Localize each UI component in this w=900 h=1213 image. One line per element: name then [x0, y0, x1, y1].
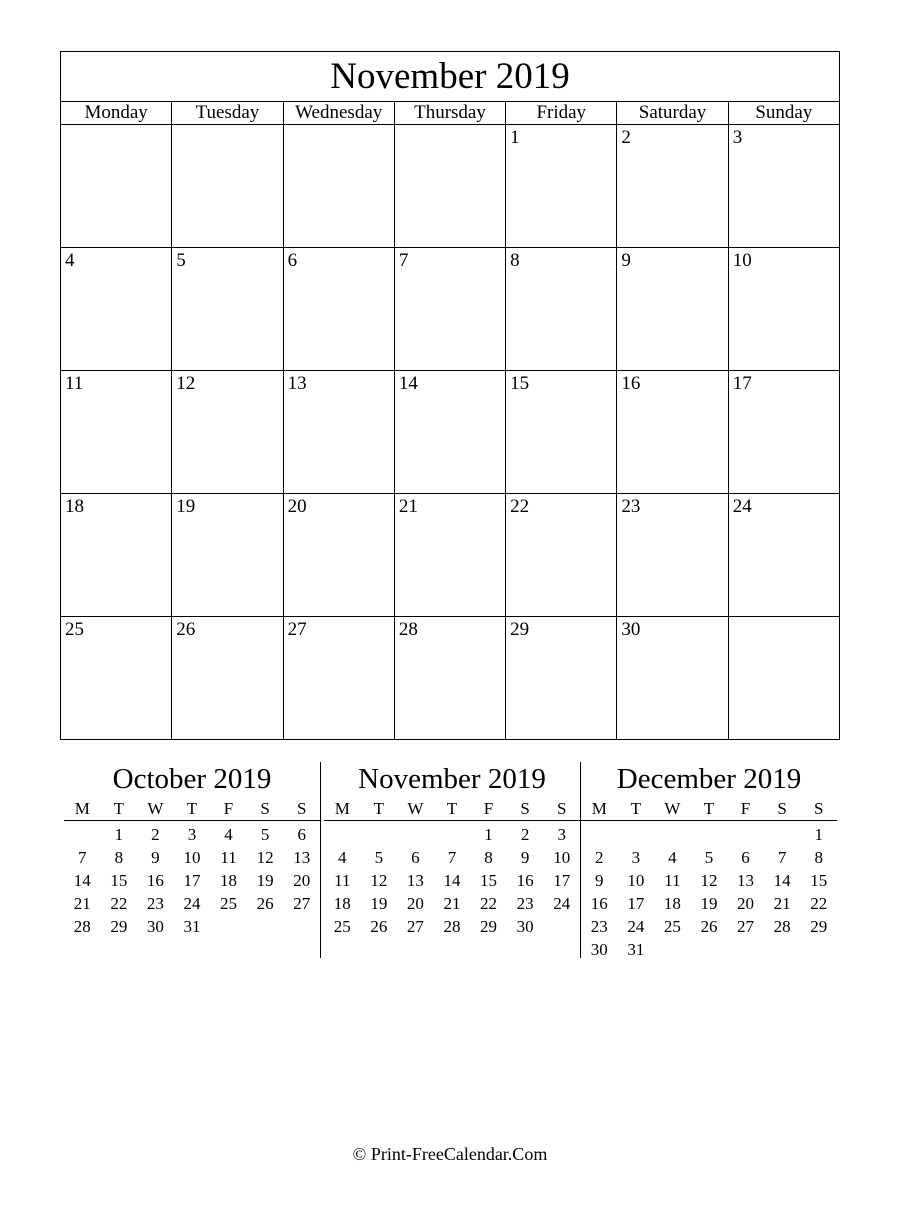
day-cell[interactable]: [283, 125, 394, 248]
mini-weekday: S: [283, 798, 320, 821]
mini-day: 4: [224, 825, 233, 844]
day-cell[interactable]: [728, 371, 839, 494]
mini-day: 14: [443, 871, 461, 890]
mini-calendar-title: December 2019: [616, 763, 802, 795]
mini-day: 12: [700, 871, 718, 890]
day-number: 16: [621, 373, 641, 394]
mini-day: [581, 821, 618, 847]
day-cell[interactable]: [172, 248, 283, 371]
week-row: [61, 248, 840, 371]
mini-day: 28: [773, 917, 791, 936]
mini-calendar-november: [324, 760, 580, 938]
mini-day: 2: [595, 848, 604, 867]
day-cell[interactable]: [394, 125, 505, 248]
day-cell[interactable]: [172, 494, 283, 617]
mini-day: 22: [810, 894, 828, 913]
day-number: 12: [176, 373, 196, 394]
main-calendar-title: November 2019: [61, 52, 840, 102]
mini-day: 30: [590, 940, 608, 959]
week-row: [61, 125, 840, 248]
mini-day: 16: [590, 894, 608, 913]
mini-day: 24: [627, 917, 645, 936]
mini-day: 21: [773, 894, 791, 913]
mini-day: [210, 915, 247, 938]
mini-day: 18: [663, 894, 681, 913]
mini-weekday: S: [507, 798, 544, 821]
mini-weekday: S: [247, 798, 284, 821]
mini-day: 11: [220, 848, 237, 867]
mini-week-row: [581, 846, 837, 869]
day-number: 22: [510, 496, 530, 517]
mini-day: 26: [700, 917, 718, 936]
mini-day: 4: [338, 848, 347, 867]
mini-day: 21: [443, 894, 461, 913]
mini-day: 31: [627, 940, 645, 959]
day-cell[interactable]: [172, 125, 283, 248]
mini-day: 3: [187, 825, 197, 844]
day-number: [172, 125, 282, 127]
mini-day: [434, 821, 471, 847]
day-number: 13: [287, 373, 307, 394]
mini-weekday: S: [764, 798, 801, 821]
mini-day: 25: [663, 917, 681, 936]
day-cell[interactable]: [394, 494, 505, 617]
day-cell[interactable]: [728, 494, 839, 617]
day-number: 20: [287, 496, 307, 517]
mini-week-row: [581, 938, 837, 961]
mini-day: [727, 938, 764, 961]
mini-day: 15: [110, 871, 128, 890]
mini-day: 20: [406, 894, 424, 913]
weekday-header-row: [61, 102, 840, 125]
day-cell[interactable]: [728, 248, 839, 371]
mini-day: 9: [151, 848, 160, 867]
weekday-header: Thursday: [394, 102, 505, 125]
day-cell[interactable]: [506, 371, 617, 494]
weekday-header: Tuesday: [172, 102, 283, 125]
day-number: 29: [510, 619, 530, 640]
mini-day: [397, 821, 434, 847]
mini-day: 5: [260, 825, 270, 844]
mini-day: 18: [220, 871, 238, 890]
mini-day: 29: [480, 917, 498, 936]
day-cell[interactable]: [61, 248, 172, 371]
mini-day: [800, 938, 837, 961]
mini-weekday: W: [654, 798, 691, 821]
mini-calendar-title: November 2019: [358, 763, 546, 795]
mini-day: 2: [520, 825, 530, 844]
mini-day: 14: [73, 871, 91, 890]
mini-calendar-grid: [64, 798, 320, 938]
weekday-header: Monday: [61, 102, 172, 125]
day-number: 25: [65, 619, 84, 640]
day-cell[interactable]: [617, 125, 728, 248]
day-cell[interactable]: [172, 617, 283, 740]
mini-day: 7: [78, 848, 87, 867]
main-calendar-body: [61, 125, 840, 740]
mini-day: 4: [668, 848, 677, 867]
day-number: [395, 125, 505, 127]
mini-week-row: [64, 846, 320, 869]
mini-day: 10: [183, 848, 201, 867]
mini-day: 24: [183, 894, 201, 913]
mini-day: 17: [553, 871, 571, 890]
mini-day: [654, 938, 691, 961]
mini-day: 5: [704, 848, 714, 867]
mini-day: [543, 915, 580, 938]
day-number: 23: [621, 496, 641, 517]
mini-week-row: [324, 846, 580, 869]
mini-day: 12: [370, 871, 388, 890]
mini-day: 24: [553, 894, 571, 913]
day-cell[interactable]: [617, 617, 728, 740]
day-number: 7: [398, 250, 409, 271]
day-number: 1: [510, 127, 520, 148]
mini-day: [764, 938, 801, 961]
day-cell[interactable]: [283, 617, 394, 740]
day-cell[interactable]: [61, 125, 172, 248]
day-number: 8: [510, 250, 520, 271]
mini-weekday: M: [64, 798, 101, 821]
day-number: 17: [732, 373, 752, 394]
mini-day: 27: [406, 917, 424, 936]
mini-day: 8: [814, 848, 823, 867]
mini-day: 30: [146, 917, 164, 936]
mini-day: 10: [553, 848, 571, 867]
mini-day: 29: [810, 917, 828, 936]
mini-week-row: [581, 821, 837, 847]
week-row: [61, 494, 840, 617]
mini-day: 28: [73, 917, 91, 936]
mini-weekday: F: [470, 798, 507, 821]
mini-day: 1: [484, 825, 493, 844]
mini-day: [361, 821, 398, 847]
mini-day: 20: [737, 894, 755, 913]
mini-day: 7: [447, 848, 457, 867]
mini-calendar-december: [581, 760, 837, 961]
mini-day: [324, 821, 361, 847]
mini-week-row: [581, 892, 837, 915]
mini-day: 17: [183, 871, 201, 890]
mini-day: 16: [516, 871, 534, 890]
mini-day: [691, 938, 728, 961]
mini-day: 10: [627, 871, 645, 890]
mini-day: [727, 821, 764, 847]
day-cell[interactable]: [283, 248, 394, 371]
day-number: [61, 125, 171, 127]
mini-day: 16: [146, 871, 164, 890]
mini-day: [64, 821, 101, 847]
day-cell[interactable]: [394, 371, 505, 494]
mini-day: 13: [293, 848, 311, 867]
mini-day: 11: [334, 871, 351, 890]
mini-day: [764, 821, 801, 847]
day-cell[interactable]: [728, 125, 839, 248]
mini-calendar-body: [581, 821, 837, 962]
mini-week-row: [581, 915, 837, 938]
weekday-header: Friday: [506, 102, 617, 125]
mini-day: 6: [741, 848, 750, 867]
day-number: 28: [398, 619, 418, 640]
mini-week-row: [324, 869, 580, 892]
day-number: 18: [65, 496, 84, 517]
mini-day: 26: [256, 894, 274, 913]
mini-day: 23: [516, 894, 534, 913]
mini-day: 1: [114, 825, 124, 844]
mini-day: 3: [557, 825, 566, 844]
mini-day: 9: [520, 848, 530, 867]
day-cell[interactable]: [61, 494, 172, 617]
day-number: 27: [287, 619, 307, 640]
mini-calendar-october: [64, 760, 320, 938]
mini-day: 31: [183, 917, 201, 936]
day-number: 24: [732, 496, 752, 517]
mini-week-row: [324, 915, 580, 938]
day-cell[interactable]: [506, 494, 617, 617]
mini-calendar-grid: [581, 798, 837, 961]
mini-day: 8: [484, 848, 493, 867]
mini-day: 17: [627, 894, 645, 913]
mini-day: 19: [256, 871, 274, 890]
day-number: [284, 125, 394, 127]
mini-calendar-title: October 2019: [112, 763, 272, 795]
mini-week-row: [64, 892, 320, 915]
mini-day: [283, 915, 320, 938]
day-number: 11: [65, 373, 84, 394]
mini-week-row: [581, 869, 837, 892]
mini-weekday: T: [361, 798, 398, 821]
week-row: [61, 371, 840, 494]
day-cell[interactable]: [506, 125, 617, 248]
mini-day: 22: [110, 894, 128, 913]
mini-day: 23: [590, 917, 608, 936]
mini-day: 30: [516, 917, 534, 936]
mini-day: 3: [631, 848, 641, 867]
mini-day: [247, 915, 284, 938]
day-cell[interactable]: [728, 617, 839, 740]
mini-day: 23: [146, 894, 164, 913]
mini-day: 26: [370, 917, 388, 936]
day-number: 9: [621, 250, 631, 271]
mini-day: 13: [737, 871, 755, 890]
mini-day: 27: [293, 894, 311, 913]
day-number: 4: [65, 250, 75, 271]
day-cell[interactable]: [61, 617, 172, 740]
day-cell[interactable]: [617, 494, 728, 617]
mini-weekday: T: [101, 798, 138, 821]
mini-day: [618, 821, 655, 847]
mini-calendar-body: [64, 821, 320, 939]
mini-day: 21: [73, 894, 91, 913]
day-cell[interactable]: [506, 248, 617, 371]
mini-weekday: S: [800, 798, 837, 821]
mini-calendar-grid: [324, 798, 580, 938]
day-number: 2: [621, 127, 631, 148]
day-number: 5: [176, 250, 186, 271]
day-number: 19: [176, 496, 196, 517]
mini-week-row: [64, 915, 320, 938]
mini-weekday-row: [64, 798, 320, 821]
mini-day: 22: [480, 894, 498, 913]
day-cell[interactable]: [617, 248, 728, 371]
mini-day: [654, 821, 691, 847]
mini-weekday: T: [174, 798, 211, 821]
day-cell[interactable]: [283, 494, 394, 617]
day-cell[interactable]: [394, 248, 505, 371]
mini-day: 25: [220, 894, 238, 913]
mini-day: 11: [664, 871, 681, 890]
weekday-header: Wednesday: [283, 102, 394, 125]
mini-weekday: F: [210, 798, 247, 821]
mini-day: 27: [737, 917, 755, 936]
mini-day: 15: [810, 871, 828, 890]
mini-calendar-body: [324, 821, 580, 939]
mini-day: 7: [777, 848, 787, 867]
day-number: 26: [176, 619, 196, 640]
mini-weekday: F: [727, 798, 764, 821]
mini-day: 28: [443, 917, 461, 936]
weekday-header: Saturday: [617, 102, 728, 125]
week-row: [61, 617, 840, 740]
mini-week-row: [64, 869, 320, 892]
day-cell[interactable]: [394, 617, 505, 740]
day-number: 10: [732, 250, 752, 271]
mini-day: [691, 821, 728, 847]
mini-weekday: T: [618, 798, 655, 821]
main-calendar: [60, 51, 840, 740]
mini-week-row: [324, 821, 580, 847]
mini-day: 6: [297, 825, 306, 844]
mini-week-row: [324, 892, 580, 915]
mini-weekday: M: [324, 798, 361, 821]
day-number: 15: [510, 373, 530, 394]
mini-day: 2: [151, 825, 160, 844]
mini-day: 14: [773, 871, 791, 890]
mini-day: 6: [411, 848, 420, 867]
day-number: 30: [621, 619, 641, 640]
day-cell[interactable]: [506, 617, 617, 740]
mini-weekday: T: [434, 798, 471, 821]
mini-day: 8: [114, 848, 124, 867]
day-number: 21: [398, 496, 418, 517]
mini-day: 15: [480, 871, 498, 890]
mini-day: 9: [595, 871, 604, 890]
mini-divider: [320, 762, 321, 958]
day-number: 6: [287, 250, 298, 271]
mini-day: 19: [370, 894, 388, 913]
mini-day: 5: [374, 848, 384, 867]
day-cell[interactable]: [617, 371, 728, 494]
mini-weekday: S: [543, 798, 580, 821]
mini-weekday: W: [397, 798, 434, 821]
mini-day: 12: [256, 848, 274, 867]
day-number: 3: [732, 127, 743, 148]
mini-day: 18: [333, 894, 351, 913]
mini-day: 25: [333, 917, 351, 936]
weekday-header: Sunday: [728, 102, 839, 125]
mini-weekday: M: [581, 798, 618, 821]
mini-weekday: T: [691, 798, 728, 821]
mini-day: 19: [700, 894, 718, 913]
day-cell[interactable]: [61, 371, 172, 494]
day-cell[interactable]: [172, 371, 283, 494]
mini-day: 29: [110, 917, 128, 936]
mini-weekday-row: [324, 798, 580, 821]
mini-day: 20: [293, 871, 311, 890]
mini-day: 1: [814, 825, 823, 844]
day-cell[interactable]: [283, 371, 394, 494]
day-number: 14: [398, 373, 418, 394]
mini-week-row: [64, 821, 320, 847]
mini-weekday: W: [137, 798, 174, 821]
day-number: [729, 617, 839, 619]
mini-day: 13: [406, 871, 424, 890]
mini-weekday-row: [581, 798, 837, 821]
footer-copyright[interactable]: © Print-FreeCalendar.Com: [352, 1144, 548, 1164]
